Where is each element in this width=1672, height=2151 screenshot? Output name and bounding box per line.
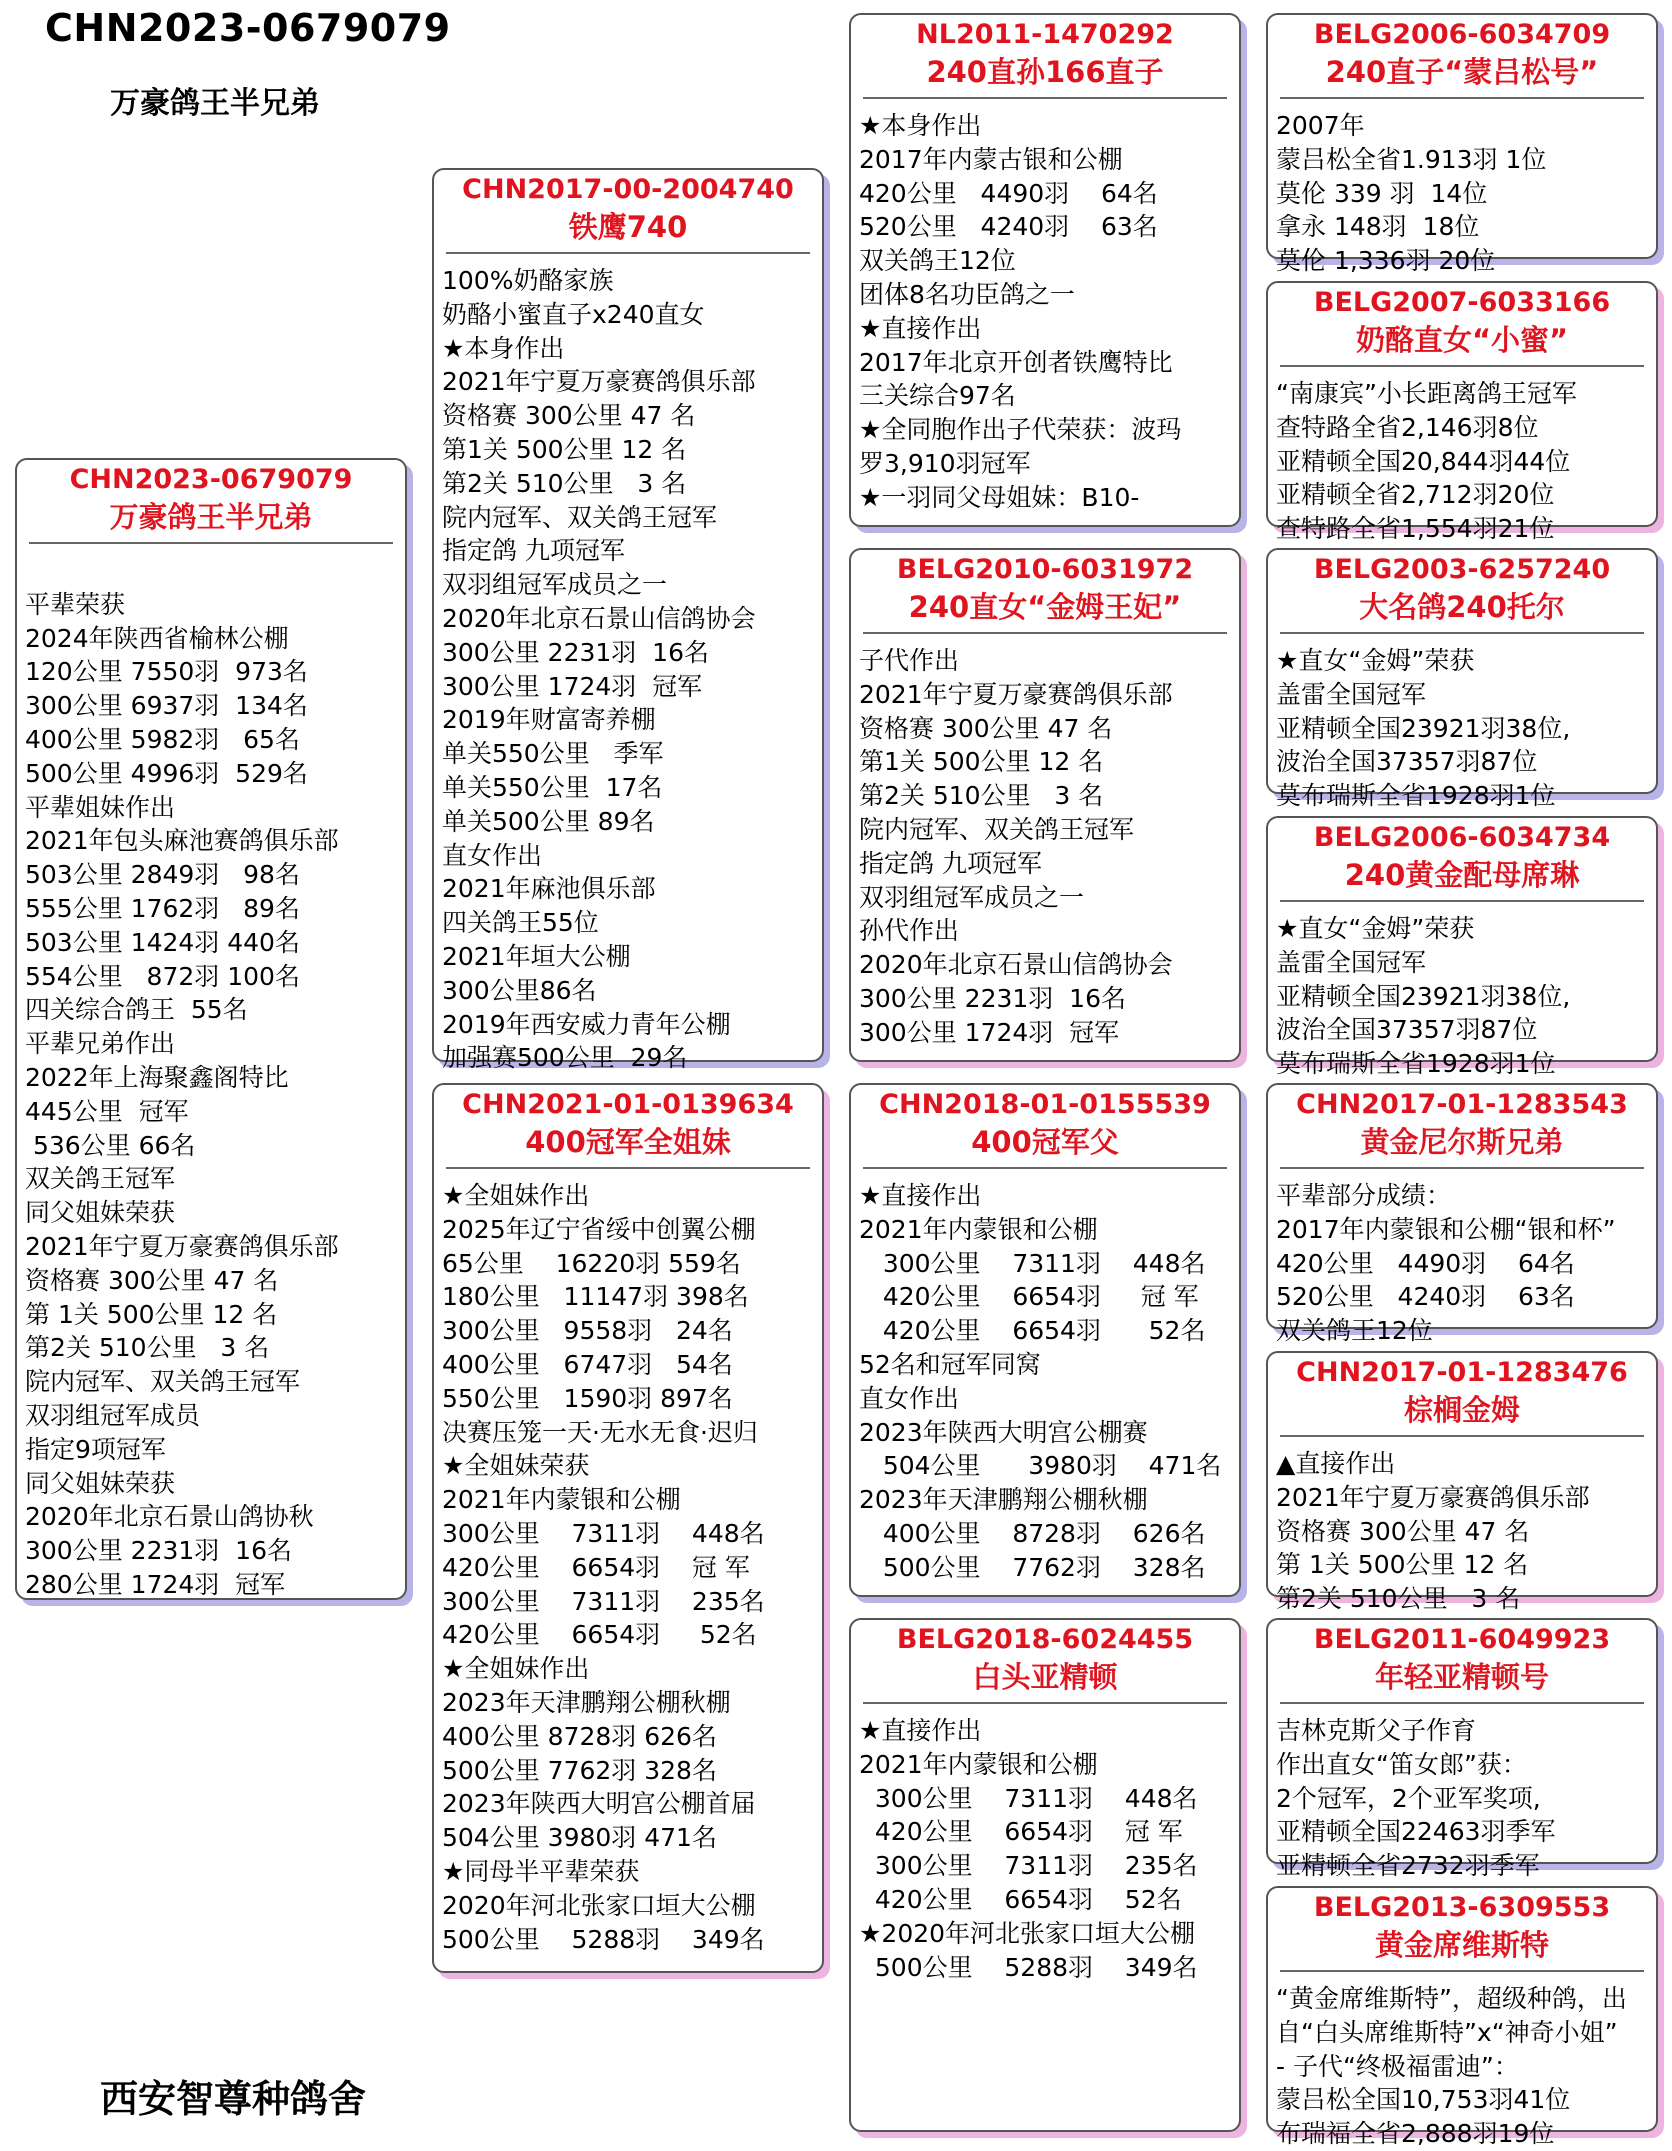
pigeon-name: 240黄金配母席琳 <box>1344 858 1580 892</box>
record-line: 555公里 1762羽 89名 <box>25 893 300 923</box>
record-line: 2021年宁夏万豪赛鸽俱乐部 <box>25 1231 339 1261</box>
record-line: 布瑞福全省2,888羽19位 <box>1276 2119 1555 2149</box>
record-line: 300公里 7311羽 448名 <box>859 1248 1206 1278</box>
record-line: 2023年陕西大明宫公棚首届 <box>442 1789 756 1819</box>
record-line: 300公里 7311羽 448名 <box>442 1518 765 1548</box>
record-line: 300公里 9558羽 24名 <box>442 1316 733 1346</box>
record-line: 300公里 1724羽 冠军 <box>442 671 703 701</box>
record-line: 504公里 3980羽 471名 <box>859 1451 1222 1481</box>
record-line: 自“白头席维斯特”x“神奇小姐” <box>1276 2017 1618 2047</box>
record-line: 120公里 7550羽 973名 <box>25 657 308 687</box>
record-line: 双羽组冠军成员 <box>25 1400 201 1430</box>
record-line: 亚精顿全国23921羽38位, <box>1276 981 1571 1011</box>
pedigree-card-sire-dam <box>849 548 1241 1062</box>
record-line: 300公里 2231羽 16名 <box>25 1536 292 1566</box>
record-list <box>1268 99 1656 278</box>
pedigree-card-dam-dam-sire <box>1266 1618 1658 1881</box>
record-line: “南康宾”小长距离鸽王冠军 <box>1276 379 1577 408</box>
record-line: 第2关 510公里 3 名 <box>859 781 1104 811</box>
record-line: 奶酪小蜜直子x240直女 <box>442 299 705 329</box>
record-line: ▲直接作出 <box>1276 1449 1396 1478</box>
ring-number: BELG2003-6257240 <box>1313 554 1611 585</box>
record-line: 同父姐妹荣获 <box>25 1468 176 1498</box>
record-line: 第 1关 500公里 12 名 <box>1276 1550 1529 1580</box>
pedigree-card-sire-sire <box>849 13 1241 527</box>
record-line: 2023年天津鹏翔公棚秋棚 <box>859 1485 1148 1515</box>
record-line: 亚精顿全国20,844羽44位 <box>1276 446 1571 476</box>
record-line: 查特路全省2,146羽8位 <box>1276 412 1539 442</box>
record-line: 500公里 5288羽 349名 <box>859 1952 1198 1982</box>
record-line: 团体8名功臣鸽之一 <box>859 279 1075 309</box>
record-line: 院内冠军、双关鸽王冠军 <box>442 502 718 532</box>
record-line: 波治全国37357羽87位 <box>1276 1015 1538 1045</box>
record-line: 2021年宁夏万豪赛鸽俱乐部 <box>442 367 756 397</box>
record-line: 单关550公里 季军 <box>442 739 664 769</box>
record-line: 平辈荣获 <box>25 589 126 619</box>
record-list <box>1268 1169 1656 1348</box>
record-line: ★全姐妹作出 <box>442 1654 590 1684</box>
card-header <box>1268 1085 1656 1161</box>
ring-number: NL2011-1470292 <box>916 19 1174 50</box>
record-line: 孙代作出 <box>859 916 960 946</box>
record-line: 2025年辽宁省绥中创翼公棚 <box>442 1214 756 1244</box>
card-header <box>1268 818 1656 894</box>
record-line: ★直接作出 <box>859 313 982 343</box>
record-list <box>1268 1704 1656 1883</box>
pigeon-name: 年轻亚精顿号 <box>1374 1660 1549 1694</box>
record-list <box>434 1169 822 1956</box>
pigeon-name: 黄金尼尔斯兄弟 <box>1360 1125 1564 1159</box>
record-line: 65公里 16220羽 559名 <box>442 1248 741 1278</box>
record-line: 指定鸽 九项冠军 <box>442 536 625 566</box>
record-line: ★全姐妹荣获 <box>442 1451 590 1481</box>
record-line: 子代作出 <box>859 646 960 675</box>
record-list <box>851 634 1239 1050</box>
record-line: 420公里 6654羽 冠 军 <box>859 1282 1199 1312</box>
record-line: 536公里 66名 <box>25 1130 196 1160</box>
card-header <box>434 1085 822 1161</box>
record-line: 四关鸽王55位 <box>442 908 599 938</box>
record-line: 400公里 8728羽 626名 <box>859 1518 1206 1548</box>
record-line: ★直接作出 <box>859 1716 982 1745</box>
ring-number: BELG2007-6033166 <box>1313 287 1611 318</box>
record-line: 2017年内蒙古银和公棚 <box>859 144 1123 174</box>
record-list <box>1268 634 1656 813</box>
record-line: 双关鸽王12位 <box>859 246 1016 276</box>
record-line: 300公里 2231羽 16名 <box>859 983 1126 1013</box>
record-line: ★全姐妹作出 <box>442 1181 590 1210</box>
record-line: 第2关 510公里 3 名 <box>25 1333 270 1363</box>
pigeon-name: 240直女“金姆王妃” <box>908 590 1182 624</box>
record-list <box>851 99 1239 515</box>
record-list <box>851 1169 1239 1585</box>
pedigree-card-sire-sire-dam <box>1266 281 1658 544</box>
page-subtitle: 万豪鸽王半兄弟 <box>110 86 320 121</box>
ring-number: CHN2017-01-1283543 <box>1296 1089 1628 1120</box>
record-line: 2021年麻池俱乐部 <box>442 874 656 904</box>
record-line: 同父姐妹荣获 <box>25 1198 176 1228</box>
record-line: 资格赛 300公里 47 名 <box>859 713 1113 743</box>
ring-number: BELG2010-6031972 <box>896 554 1194 585</box>
record-list <box>1268 1437 1656 1616</box>
record-line: 2020年北京石景山信鸽协会 <box>859 950 1173 980</box>
record-line: 作出直女“笛女郎”获： <box>1276 1749 1527 1779</box>
record-line: 亚精顿全省2732羽季军 <box>1276 1851 1540 1881</box>
record-line: 蒙吕松全省1.913羽 1位 <box>1276 144 1547 174</box>
pedigree-card-dam-sire <box>849 1083 1241 1597</box>
record-line: 决赛压笼一天·无水无食·迟归 <box>442 1417 758 1447</box>
record-line: 第2关 510公里 3 名 <box>1276 1584 1521 1614</box>
record-line: 500公里 7762羽 328名 <box>442 1755 717 1785</box>
record-line: 2021年宁夏万豪赛鸽俱乐部 <box>859 679 1173 709</box>
card-header <box>1268 550 1656 626</box>
pedigree-card-dam <box>432 1083 824 1973</box>
record-line: ★直接作出 <box>859 1181 982 1210</box>
record-line: 资格赛 300公里 47 名 <box>1276 1516 1530 1546</box>
record-line: 罗3,910羽冠军 <box>859 448 1031 478</box>
pedigree-card-dam-dam-dam <box>1266 1886 1658 2149</box>
record-line: ★2020年河北张家口垣大公棚 <box>859 1918 1196 1948</box>
record-line: 院内冠军、双关鸽王冠军 <box>859 814 1135 844</box>
record-line: 双羽组冠军成员之一 <box>859 882 1085 912</box>
record-line: 亚精顿全国23921羽38位, <box>1276 713 1571 743</box>
record-line: 300公里 6937羽 134名 <box>25 691 308 721</box>
record-line: ★本身作出 <box>859 111 982 140</box>
record-line: 420公里 4490羽 64名 <box>1276 1248 1575 1278</box>
record-line: 莫伦 339 羽 14位 <box>1276 178 1488 208</box>
record-line: 波治全国37357羽87位 <box>1276 747 1538 777</box>
pedigree-card-sire-dam-sire <box>1266 548 1658 811</box>
record-line: 盖雷全国冠军 <box>1276 947 1427 977</box>
card-header <box>851 1620 1239 1696</box>
record-line: 420公里 6654羽 52名 <box>859 1316 1206 1346</box>
card-header <box>1268 1620 1656 1696</box>
pedigree-card-sire <box>432 168 824 1073</box>
record-line: 第2关 510公里 3 名 <box>442 468 687 498</box>
pigeon-name: 400冠军全姐妹 <box>525 1125 731 1159</box>
ring-number: CHN2018-01-0155539 <box>879 1089 1211 1120</box>
pedigree-card-dam-dam <box>849 1618 1241 2132</box>
record-line: 2021年宁夏万豪赛鸽俱乐部 <box>1276 1482 1590 1512</box>
record-line: 300公里 7311羽 235名 <box>442 1586 765 1616</box>
record-line: 直女作出 <box>442 840 543 870</box>
record-line: 400公里 5982羽 65名 <box>25 724 300 754</box>
pigeon-name: 大名鸽240托尔 <box>1359 590 1565 624</box>
pigeon-name: 400冠军父 <box>971 1125 1119 1159</box>
record-line: “黄金席维斯特”，超级种鸽，出 <box>1276 1984 1627 2013</box>
card-header <box>1268 283 1656 359</box>
card-header <box>1268 1888 1656 1964</box>
record-line: 莫伦 1,336羽 20位 <box>1276 246 1496 276</box>
record-line: 亚精顿全国22463羽季军 <box>1276 1817 1556 1847</box>
record-line: 四关综合鸽王 55名 <box>25 995 248 1025</box>
record-line: 查特路全省1,554羽21位 <box>1276 514 1555 544</box>
pedigree-card-sire-sire-sire <box>1266 13 1658 276</box>
record-line: 双关鸽王12位 <box>1276 1316 1433 1346</box>
record-list <box>17 544 405 1602</box>
pigeon-name: 黄金席维斯特 <box>1374 1928 1549 1962</box>
record-line: 445公里 冠军 <box>25 1096 189 1126</box>
ring-number: CHN2017-00-2004740 <box>462 174 794 205</box>
record-line: 平辈部分成绩： <box>1276 1181 1452 1210</box>
pedigree-card-subject <box>15 458 407 1600</box>
card-header <box>851 550 1239 626</box>
record-line: 指定鸽 九项冠军 <box>859 848 1042 878</box>
record-line: 平辈姐妹作出 <box>25 792 176 822</box>
card-header <box>17 460 405 536</box>
record-line: 52名和冠军同窝 <box>859 1349 1041 1379</box>
record-line: 504公里 3980羽 471名 <box>442 1823 717 1853</box>
record-line: 双羽组冠军成员之一 <box>442 570 668 600</box>
record-line: 资格赛 300公里 47 名 <box>25 1265 279 1295</box>
record-line: 单关550公里 17名 <box>442 772 663 802</box>
record-line: 拿永 148羽 18位 <box>1276 212 1480 242</box>
record-line: 2021年内蒙银和公棚 <box>442 1485 681 1515</box>
record-line: 2017年北京开创者铁鹰特比 <box>859 347 1173 377</box>
record-list <box>851 1704 1239 1984</box>
record-line: 2021年内蒙银和公棚 <box>859 1749 1098 1779</box>
record-line: 莫布瑞斯全省1928羽1位 <box>1276 781 1556 811</box>
record-line: 420公里 4490羽 64名 <box>859 178 1158 208</box>
record-line: 420公里 6654羽 52名 <box>859 1884 1182 1914</box>
card-header <box>434 170 822 246</box>
ring-number: BELG2011-6049923 <box>1313 1624 1611 1655</box>
record-line: 2023年陕西大明宫公棚赛 <box>859 1417 1148 1447</box>
record-list <box>1268 367 1656 546</box>
record-line: 300公里 2231羽 16名 <box>442 637 709 667</box>
record-line: 直女作出 <box>859 1383 960 1413</box>
card-header <box>851 1085 1239 1161</box>
record-line: 2021年内蒙银和公棚 <box>859 1214 1098 1244</box>
record-line: 300公里 7311羽 448名 <box>859 1783 1198 1813</box>
record-line: 2个冠军，2个亚军奖项, <box>1276 1783 1541 1813</box>
record-line: - 子代“终极福雷迪”： <box>1276 2051 1519 2081</box>
ring-number: CHN2017-01-1283476 <box>1296 1357 1628 1388</box>
pigeon-name: 棕榈金姆 <box>1403 1393 1520 1427</box>
ring-number: CHN2023-0679079 <box>69 464 353 495</box>
record-line: 500公里 7762羽 328名 <box>859 1552 1206 1582</box>
record-line: 300公里86名 <box>442 975 597 1005</box>
record-line: 指定9项冠军 <box>25 1434 166 1464</box>
ring-number: CHN2021-01-0139634 <box>462 1089 794 1120</box>
card-header <box>1268 15 1656 91</box>
record-line: 资格赛 300公里 47 名 <box>442 401 696 431</box>
pedigree-card-dam-sire-dam <box>1266 1351 1658 1614</box>
record-line: 520公里 4240羽 63名 <box>859 212 1158 242</box>
record-line: 2019年西安威力青年公棚 <box>442 1009 731 1039</box>
record-line: 2020年北京石景山鸽协秋 <box>25 1502 314 1532</box>
record-line: 双关鸽王冠军 <box>25 1164 176 1194</box>
record-line: 2024年陕西省榆林公棚 <box>25 623 289 653</box>
record-line: 503公里 1424羽 440名 <box>25 927 300 957</box>
record-line: 400公里 6747羽 54名 <box>442 1349 733 1379</box>
ring-number: BELG2006-6034709 <box>1313 19 1611 50</box>
record-line: 280公里 1724羽 冠军 <box>25 1569 286 1599</box>
page-title: CHN2023-0679079 <box>45 6 451 50</box>
record-line: 500公里 5288羽 349名 <box>442 1924 765 1954</box>
record-line: 2007年 <box>1276 111 1365 140</box>
pigeon-name: 奶酪直女“小蜜” <box>1355 323 1569 357</box>
record-line: 550公里 1590羽 897名 <box>442 1383 733 1413</box>
record-line: 第1关 500公里 12 名 <box>859 747 1104 777</box>
pigeon-name: 万豪鸽王半兄弟 <box>109 500 313 534</box>
record-line: 2020年北京石景山信鸽协会 <box>442 603 756 633</box>
loft-name: 西安智尊种鸽舍 <box>100 2077 367 2121</box>
record-line: 554公里 872羽 100名 <box>25 961 300 991</box>
ring-number: BELG2018-6024455 <box>896 1624 1194 1655</box>
record-line: 2017年内蒙银和公棚“银和杯” <box>1276 1214 1616 1244</box>
record-line: 420公里 6654羽 冠 军 <box>442 1552 750 1582</box>
record-line <box>25 554 397 588</box>
record-line: 420公里 6654羽 52名 <box>442 1620 757 1650</box>
record-line: 第 1关 500公里 12 名 <box>25 1299 278 1329</box>
record-line: 蒙吕松全国10,753羽41位 <box>1276 2085 1571 2115</box>
record-line: 503公里 2849羽 98名 <box>25 860 300 890</box>
pedigree-card-sire-dam-dam <box>1266 816 1658 1079</box>
record-line: 吉林克斯父子作育 <box>1276 1716 1477 1745</box>
record-line: ★同母半平辈荣获 <box>442 1856 640 1886</box>
record-line: 单关500公里 89名 <box>442 806 655 836</box>
record-line: 2022年上海聚鑫阁特比 <box>25 1062 289 1092</box>
card-header <box>1268 1353 1656 1429</box>
record-line: 400公里 8728羽 626名 <box>442 1721 717 1751</box>
record-line: 520公里 4240羽 63名 <box>1276 1282 1575 1312</box>
record-line: 2023年天津鹏翔公棚秋棚 <box>442 1687 731 1717</box>
record-list <box>1268 902 1656 1081</box>
record-line: 180公里 11147羽 398名 <box>442 1282 749 1312</box>
record-line: 2021年垣大公棚 <box>442 941 631 971</box>
record-line: 2020年河北张家口垣大公棚 <box>442 1890 756 1920</box>
record-line: 三关综合97名 <box>859 381 1016 411</box>
pigeon-name: 240直子“蒙吕松号” <box>1325 55 1599 89</box>
record-line: 亚精顿全省2,712羽20位 <box>1276 480 1555 510</box>
record-line: 莫布瑞斯全省1928羽1位 <box>1276 1049 1556 1079</box>
record-line: ★一羽同父母姐妹：B10- <box>859 482 1140 512</box>
record-line: 300公里 1724羽 冠军 <box>859 1017 1120 1047</box>
ring-number: BELG2013-6309553 <box>1313 1892 1611 1923</box>
record-line: ★本身作出 <box>442 333 565 363</box>
record-list <box>1268 1972 1656 2151</box>
record-line: 2021年包头麻池赛鸽俱乐部 <box>25 826 339 856</box>
record-line: 加强赛500公里 29名 <box>442 1043 688 1073</box>
pigeon-name: 铁鹰740 <box>568 210 688 244</box>
record-line: 420公里 6654羽 冠 军 <box>859 1817 1183 1847</box>
card-header <box>851 15 1239 91</box>
record-line: 2019年财富寄养棚 <box>442 705 656 735</box>
record-line: ★直女“金姆”荣获 <box>1276 914 1475 943</box>
record-line: 300公里 7311羽 235名 <box>859 1851 1198 1881</box>
record-line: 盖雷全国冠军 <box>1276 679 1427 709</box>
ring-number: BELG2006-6034734 <box>1313 822 1611 853</box>
record-line: 第1关 500公里 12 名 <box>442 434 687 464</box>
record-list <box>434 254 822 1075</box>
record-line: ★直女“金姆”荣获 <box>1276 646 1475 675</box>
pigeon-name: 240直孙166直子 <box>926 55 1164 89</box>
pedigree-card-dam-sire-sire <box>1266 1083 1658 1346</box>
record-line: 平辈兄弟作出 <box>25 1029 176 1059</box>
pigeon-name: 白头亚精顿 <box>972 1660 1118 1694</box>
record-line: 100%奶酪家族 <box>442 266 614 295</box>
record-line: 500公里 4996羽 529名 <box>25 758 308 788</box>
record-line: 院内冠军、双关鸽王冠军 <box>25 1367 301 1397</box>
record-line: ★全同胞作出子代荣获：波玛 <box>859 415 1182 445</box>
